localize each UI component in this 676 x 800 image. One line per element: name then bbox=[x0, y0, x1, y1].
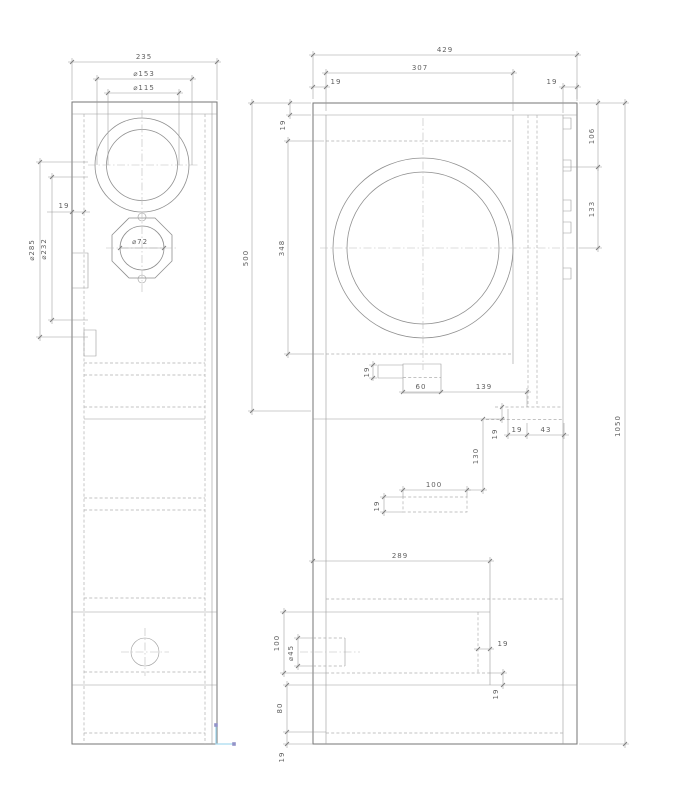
dimension-label: 19 bbox=[363, 366, 371, 378]
dimension-label: 348 bbox=[278, 239, 286, 257]
dimension-label: 139 bbox=[475, 383, 493, 391]
dimension-label: 19 bbox=[497, 640, 509, 648]
dimension-label: ⌀72 bbox=[131, 238, 149, 246]
dimension-label: 80 bbox=[276, 702, 284, 714]
dimension-label: 100 bbox=[273, 634, 281, 652]
dimension-label: 106 bbox=[588, 127, 596, 145]
side-view bbox=[300, 103, 580, 744]
dimension-label-layer bbox=[28, 46, 622, 762]
dimension-label: 1050 bbox=[614, 415, 622, 437]
dimension-label: ⌀153 bbox=[133, 70, 155, 78]
dimension-label: 100 bbox=[425, 481, 443, 489]
dimension-label: ⌀115 bbox=[133, 84, 155, 92]
front-view bbox=[72, 102, 236, 746]
dimension-label: 19 bbox=[491, 428, 499, 440]
side-view-dimensions bbox=[248, 51, 629, 748]
dimension-label: 429 bbox=[436, 46, 454, 54]
dimension-label: 43 bbox=[540, 426, 552, 434]
dimension-label: 289 bbox=[391, 552, 409, 560]
dimension-label: 235 bbox=[135, 53, 153, 61]
dimension-label: 19 bbox=[58, 202, 70, 210]
dimension-label: 19 bbox=[492, 688, 500, 700]
dimension-label: 19 bbox=[373, 500, 381, 512]
dimension-label: ⌀45 bbox=[287, 644, 295, 662]
grip-handle[interactable] bbox=[232, 742, 236, 746]
front-view-dimensions bbox=[36, 58, 221, 341]
selection-highlight[interactable] bbox=[216, 725, 234, 744]
dimension-label: 307 bbox=[411, 64, 429, 72]
dimension-ticks bbox=[250, 53, 627, 746]
front-cabinet-outline bbox=[72, 102, 217, 744]
dimension-label: 19 bbox=[511, 426, 523, 434]
dimension-label: 130 bbox=[472, 447, 480, 465]
dimension-label: ⌀232 bbox=[40, 238, 48, 260]
dimension-label: 19 bbox=[279, 119, 287, 131]
dimension-label: 19 bbox=[330, 78, 342, 86]
dimension-label: 60 bbox=[415, 383, 427, 391]
dimension-label: 133 bbox=[588, 200, 596, 218]
hidden-slot bbox=[403, 497, 467, 512]
dimension-label: ⌀285 bbox=[28, 239, 36, 261]
grip-handle[interactable] bbox=[214, 723, 218, 727]
dimension-label: 19 bbox=[278, 751, 286, 763]
dimension-label: 19 bbox=[546, 78, 558, 86]
dimension-label: 500 bbox=[242, 249, 250, 267]
side-cabinet-outline bbox=[313, 103, 577, 744]
